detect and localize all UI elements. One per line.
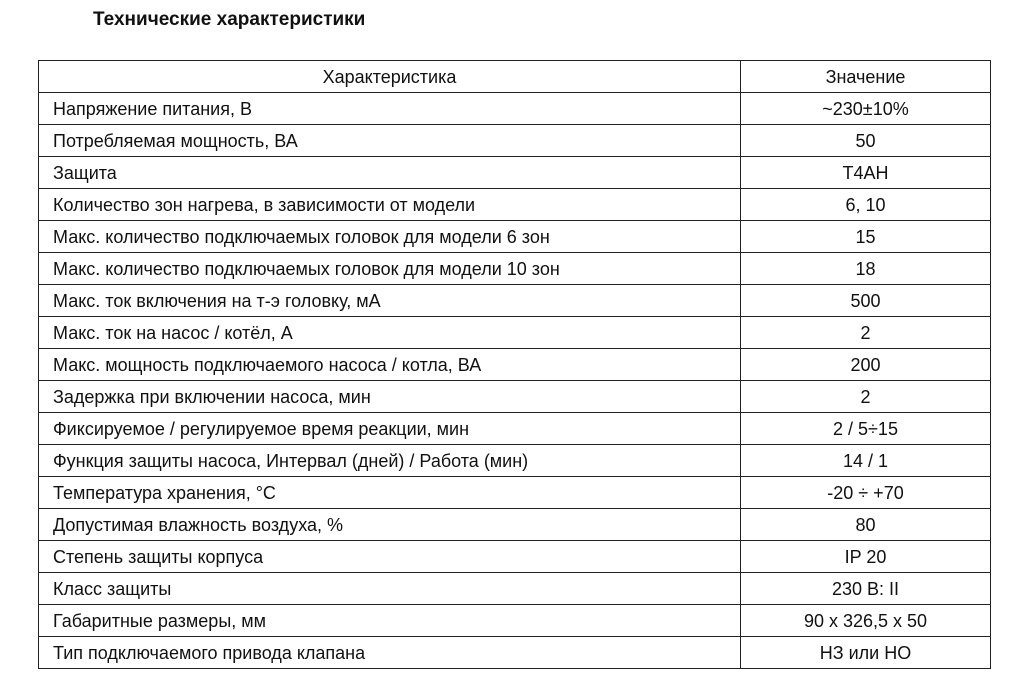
table-row — [39, 125, 991, 157]
characteristic-cell: Макс. количество подключаемых головок для модели 6 зон — [39, 221, 741, 253]
table-row — [39, 541, 991, 573]
characteristic-cell: Температура хранения, °C — [39, 477, 741, 509]
value-cell: ~230±10% — [741, 93, 991, 125]
value-cell: 50 — [741, 125, 991, 157]
value-cell: 15 — [741, 221, 991, 253]
value-cell: 500 — [741, 285, 991, 317]
column-header-value: Значение — [741, 61, 991, 93]
value-cell: 18 — [741, 253, 991, 285]
table-row — [39, 509, 991, 541]
value-cell: 200 — [741, 349, 991, 381]
value-cell: 230 В: II — [741, 573, 991, 605]
characteristic-cell: Защита — [39, 157, 741, 189]
characteristic-cell: Напряжение питания, В — [39, 93, 741, 125]
value-cell: 2 — [741, 381, 991, 413]
characteristic-cell: Макс. ток на насос / котёл, А — [39, 317, 741, 349]
characteristic-cell: Макс. ток включения на т-э головку, мА — [39, 285, 741, 317]
column-header-characteristic: Характеристика — [39, 61, 741, 93]
table-row — [39, 221, 991, 253]
characteristic-cell: Макс. количество подключаемых головок для модели 10 зон — [39, 253, 741, 285]
characteristic-cell: Допустимая влажность воздуха, % — [39, 509, 741, 541]
characteristic-cell: Габаритные размеры, мм — [39, 605, 741, 637]
characteristic-cell: Степень защиты корпуса — [39, 541, 741, 573]
value-cell: 90 x 326,5 x 50 — [741, 605, 991, 637]
characteristic-cell: Количество зон нагрева, в зависимости от модели — [39, 189, 741, 221]
table-row — [39, 285, 991, 317]
table-body — [39, 93, 991, 669]
table-row — [39, 317, 991, 349]
characteristic-cell: Потребляемая мощность, ВА — [39, 125, 741, 157]
characteristic-cell: Фиксируемое / регулируемое время реакции, мин — [39, 413, 741, 445]
table-row — [39, 349, 991, 381]
characteristic-cell: Функция защиты насоса, Интервал (дней) / Работа (мин) — [39, 445, 741, 477]
table-row — [39, 573, 991, 605]
value-cell: 2 / 5÷15 — [741, 413, 991, 445]
value-cell: 14 / 1 — [741, 445, 991, 477]
value-cell: T4AH — [741, 157, 991, 189]
page-title: Технические характеристики — [93, 9, 366, 30]
table-row — [39, 477, 991, 509]
characteristic-cell: Задержка при включении насоса, мин — [39, 381, 741, 413]
characteristic-cell: Класс защиты — [39, 573, 741, 605]
value-cell: 80 — [741, 509, 991, 541]
characteristic-cell: Макс. мощность подключаемого насоса / котла, ВА — [39, 349, 741, 381]
specifications-table — [38, 60, 991, 669]
value-cell: 2 — [741, 317, 991, 349]
value-cell: IP 20 — [741, 541, 991, 573]
table-row — [39, 253, 991, 285]
table-row — [39, 381, 991, 413]
value-cell: -20 ÷ +70 — [741, 477, 991, 509]
table-row — [39, 445, 991, 477]
table-row — [39, 93, 991, 125]
table-header-row — [39, 61, 991, 93]
table-row — [39, 189, 991, 221]
characteristic-cell: Тип подключаемого привода клапана — [39, 637, 741, 669]
table-row — [39, 637, 991, 669]
table-row — [39, 605, 991, 637]
table-row — [39, 413, 991, 445]
table-row — [39, 157, 991, 189]
value-cell: НЗ или НО — [741, 637, 991, 669]
value-cell: 6, 10 — [741, 189, 991, 221]
